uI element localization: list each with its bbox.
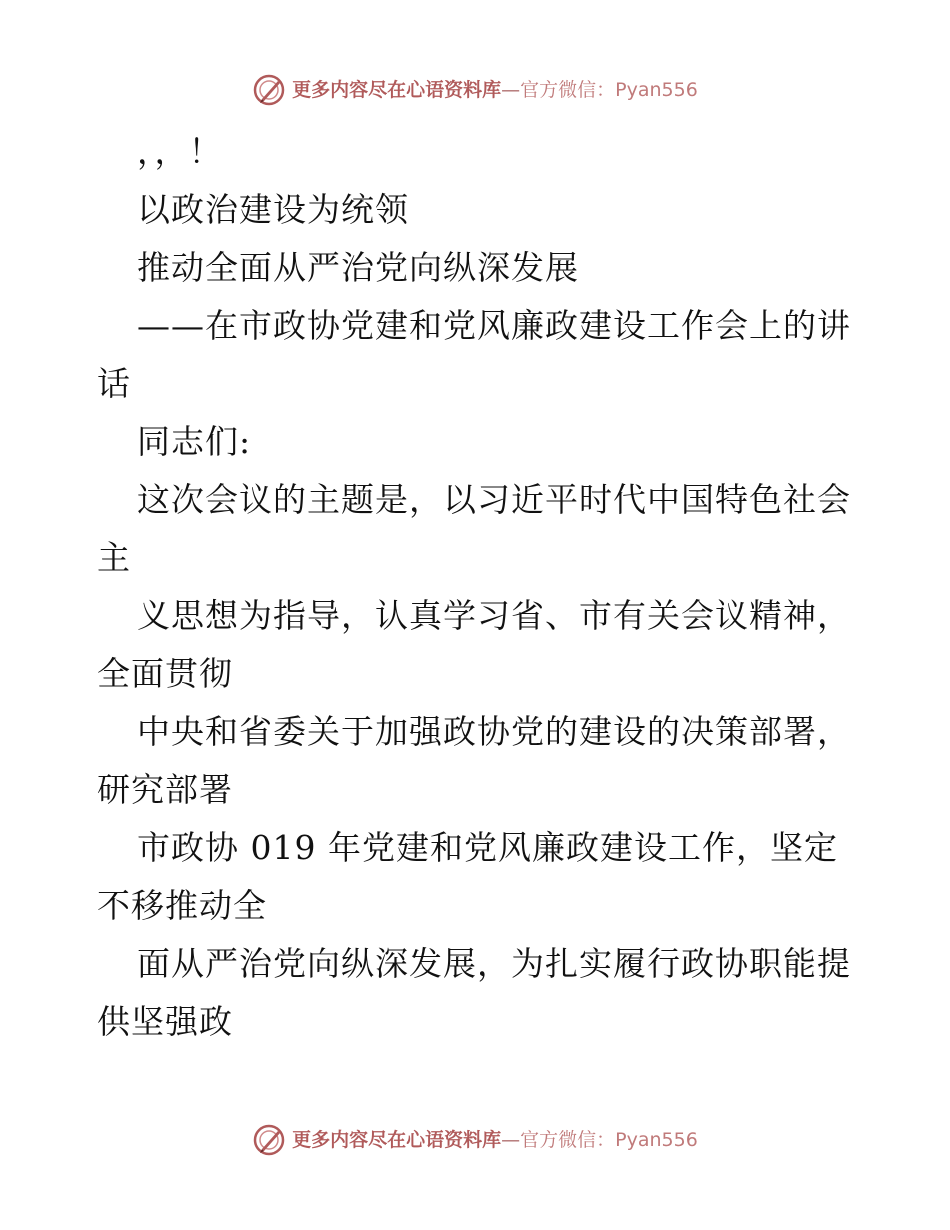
header-banner: [0, 70, 950, 110]
footer-banner-wechat: 官方微信：Pyan556: [520, 1129, 698, 1151]
footer-banner-main: 更多内容尽在心语资料库: [292, 1129, 502, 1151]
document-body: [97, 123, 857, 1051]
footer-banner-separator: —: [501, 1129, 521, 1151]
doc-heading-line-2: 推动全面从严治党向纵深发展: [137, 248, 579, 287]
footer-banner-text: [292, 1128, 698, 1152]
doc-salutation: 同志们:: [137, 422, 252, 461]
doc-line: ，，！: [137, 132, 223, 171]
doc-paragraph-line: 这次会议的主题是，以习近平时代中国特色社会主: [97, 480, 851, 577]
doc-paragraph-line: 市政协 019 年党建和党风廉政建设工作，坚定不移推动全: [97, 828, 838, 925]
pen-logo-icon: [252, 1123, 286, 1157]
doc-paragraph-line: 义思想为指导，认真学习省、市有关会议精神，全面贯彻: [97, 596, 851, 693]
doc-subtitle: ——在市政协党建和党风廉政建设工作会上的讲话: [97, 306, 851, 403]
header-banner-main: 更多内容尽在心语资料库: [292, 79, 502, 101]
doc-paragraph-line: 中央和省委关于加强政协党的建设的决策部署，研究部署: [97, 712, 851, 809]
doc-paragraph-line: 面从严治党向纵深发展，为扎实履行政协职能提供坚强政: [97, 944, 851, 1041]
doc-heading-line-1: 以政治建设为统领: [137, 190, 409, 229]
footer-banner: [0, 1120, 950, 1160]
header-banner-wechat: 官方微信：Pyan556: [520, 79, 698, 101]
header-banner-separator: —: [501, 79, 521, 101]
pen-logo-icon: [252, 73, 286, 107]
header-banner-text: [292, 78, 698, 102]
